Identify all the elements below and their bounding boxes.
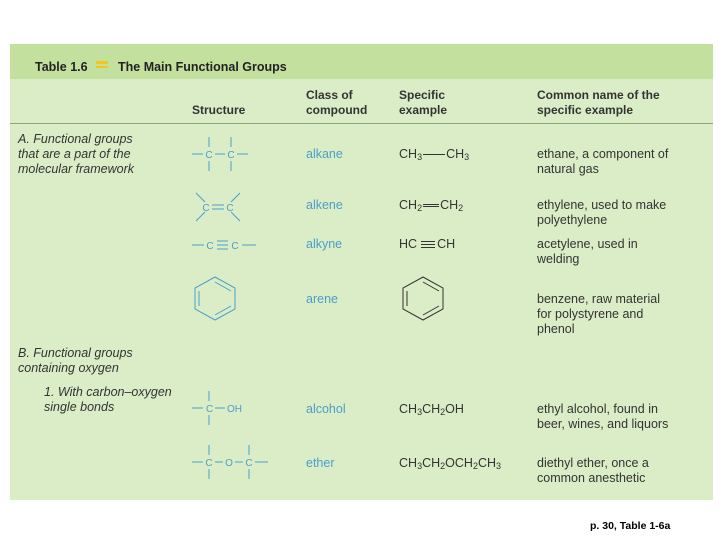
arene-structure: [190, 274, 240, 322]
class-alkane: alkane: [306, 147, 343, 161]
svg-text:C: C: [205, 150, 213, 161]
header-divider: [10, 123, 713, 124]
table-title: The Main Functional Groups: [118, 60, 287, 74]
common-acetylene: acetylene, used in welding: [537, 237, 638, 266]
common-ethanol: ethyl alcohol, found in beer, wines, and liquors: [537, 402, 669, 431]
table-title-bar: [10, 44, 713, 79]
ether-structure: [190, 442, 290, 482]
section-a-label: A. Functional groups that are a part of the molecular framework: [18, 132, 135, 176]
example-ethanol: $CH_3CH_2OH$: [399, 402, 464, 417]
subsection-b1-label: 1. With carbon–oxygen single bonds: [44, 385, 172, 414]
class-alkyne: alkyne: [306, 237, 343, 251]
svg-text:OH: OH: [227, 404, 242, 415]
svg-text:C: C: [227, 150, 235, 161]
example-diethyl-ether: $CH_3CH_2OCH_2CH_3$: [399, 456, 502, 471]
svg-text:C: C: [206, 241, 214, 252]
svg-text:C: C: [205, 458, 213, 469]
title-mark-icon: [96, 61, 108, 70]
section-b-label: B. Functional groups containing oxygen: [18, 346, 133, 375]
common-ethane: ethane, a component of natural gas: [537, 147, 669, 176]
common-diethyl-ether: diethyl ether, once a common anesthetic: [537, 456, 649, 485]
class-alcohol: alcohol: [306, 402, 346, 416]
alcohol-structure: [190, 388, 270, 428]
svg-text:C: C: [202, 203, 210, 214]
example-ethane: $CH_3$ $CH_3$: [399, 147, 470, 162]
svg-text:C: C: [231, 241, 239, 252]
header-example: Specific example: [399, 88, 448, 117]
alkene-structure: [190, 190, 260, 224]
common-benzene: benzene, raw material for polystyrene and phenol: [537, 292, 660, 336]
svg-text:C: C: [226, 203, 234, 214]
table-number: Table 1.6: [35, 60, 88, 74]
header-structure: Structure: [192, 103, 246, 117]
functional-groups-table: [10, 44, 713, 500]
class-alkene: alkene: [306, 198, 343, 212]
svg-text:O: O: [225, 458, 233, 469]
page-caption: p. 30, Table 1-6a: [590, 520, 671, 532]
example-ethylene: $CH_2$ $CH_2$: [399, 198, 464, 213]
header-class: Class of compound: [306, 88, 368, 117]
class-ether: ether: [306, 456, 335, 470]
alkane-structure: [190, 134, 260, 174]
alkyne-structure: [190, 236, 270, 256]
benzene-example-icon: [399, 274, 447, 322]
common-ethylene: ethylene, used to make polyethylene: [537, 198, 667, 227]
header-common-name: Common name of the specific example: [537, 88, 660, 117]
example-acetylene: HC CH: [399, 237, 456, 251]
svg-text:C: C: [206, 404, 214, 415]
svg-text:C: C: [245, 458, 253, 469]
class-arene: arene: [306, 292, 338, 306]
